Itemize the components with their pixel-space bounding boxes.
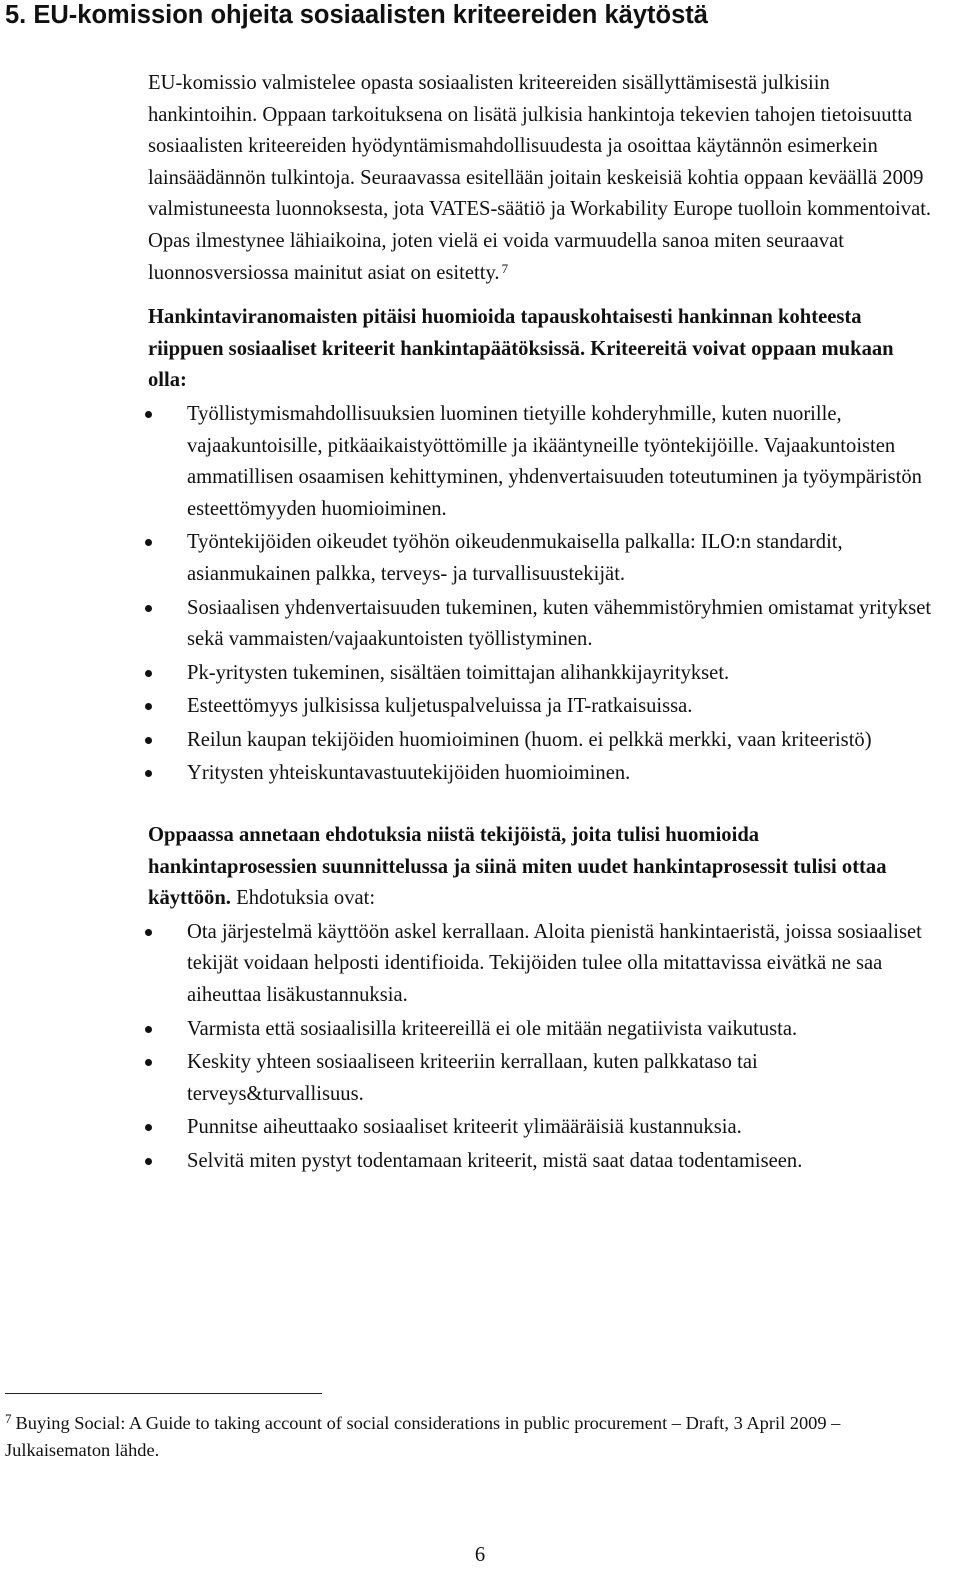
footnote-separator [5,1393,322,1394]
list-item: Pk-yritysten tukeminen, sisältäen toimittajan alihankkijayritykset. [148,658,933,690]
footnote-number: 7 [5,1411,12,1426]
intro-text: EU-komissio valmistelee opasta sosiaalisten kriteereiden sisällyttämisestä julkisiin hankintoihin. Oppaan tarkoituksena on lisätä julkisia hankintoja tekevien tahojen tietoisuutta sosiaalisten kriteereiden hyödyntämismahdollisuudesta ja osoittaa käytännön esimerkein lainsäädännön tulkintoja. Seuraavassa esitellään joitain keskeisiä kohtia oppaan keväällä 2009 valmistuneesta luonnoksesta, jota VATES-säätiö ja Workability Europe tuolloin kommentoivat. Opas ilmestynee lähiaikoina, joten vielä ei voida varmuudella sanoa miten seuraavat luonnosversiossa mainitut asiat on esitetty. [148,72,932,284]
document-body [148,68,933,1178]
list-item: Työntekijöiden oikeudet työhön oikeudenmukaisella palkalla: ILO:n standardit, asianmukainen palkka, terveys- ja turvallisuustekijät. [148,527,933,590]
page-number: 6 [474,1544,486,1566]
criteria-lead-bold: Hankintaviranomaisten pitäisi huomioida tapauskohtaisesti hankinnan kohteesta riippuen sosiaaliset kriteerit hankintapäätöksissä. Kriteereitä voivat oppaan mukaan olla: [148,306,894,392]
list-item: Keskity yhteen sosiaaliseen kriteeriin kerrallaan, kuten palkkataso tai terveys&turvallisuus. [148,1047,933,1110]
section-heading: 5. EU-komission ohjeita sosiaalisten kriteereiden käytöstä [5,1,708,29]
suggestions-lead-bold: Oppaassa annetaan ehdotuksia niistä tekijöistä, joita tulisi huomioida hankintaprosessien suunnittelussa ja siinä miten uudet hankintaprosessit tulisi ottaa käyttöön. [148,824,887,910]
criteria-lead [148,302,933,397]
footnote-text: Buying Social: A Guide to taking account of social considerations in public procurement – Draft, 3 April 2009 – Julkaisematon lähde. [5,1413,841,1460]
list-item: Selvitä miten pystyt todentamaan kriteerit, mistä saat dataa todentamiseen. [148,1146,933,1178]
list-item: Reilun kaupan tekijöiden huomioiminen (huom. ei pelkkä merkki, vaan kriteeristö) [148,725,933,757]
suggestions-list [148,917,933,1178]
list-item: Esteettömyys julkisissa kuljetuspalveluissa ja IT-ratkaisuissa. [148,691,933,723]
criteria-list [148,399,933,790]
list-item: Punnitse aiheuttaako sosiaaliset kriteerit ylimääräisiä kustannuksia. [148,1112,933,1144]
suggestions-lead [148,820,933,915]
list-item: Ota järjestelmä käyttöön askel kerrallaan. Aloita pienistä hankintaeristä, joissa sosiaaliset tekijät voidaan helposti identifioida. Tekijöiden tulee olla mitattavissa eivätkä ne saa aiheuttaa lisäkustannuksia. [148,917,933,1012]
list-item: Yritysten yhteiskuntavastuutekijöiden huomioiminen. [148,758,933,790]
list-item: Työllistymismahdollisuuksien luominen tietyille kohderyhmille, kuten nuorille, vajaakuntoisille, pitkäaikaistyöttömille ja ikääntyneille työntekijöille. Vajaakuntoisten ammatillisen osaamisen kehittyminen, yhdenvertaisuuden toteutuminen ja työympäristön esteettömyyden huomioiminen. [148,399,933,525]
list-item: Varmista että sosiaalisilla kriteereillä ei ole mitään negatiivista vaikutusta. [148,1014,933,1046]
footnote [5,1410,925,1464]
list-item: Sosiaalisen yhdenvertaisuuden tukeminen, kuten vähemmistöryhmien omistamat yritykset sekä vammaisten/vajaakuntoisten työllistyminen. [148,593,933,656]
suggestions-lead-normal: Ehdotuksia ovat: [236,887,376,910]
intro-paragraph [148,68,933,289]
footnote-reference[interactable]: 7 [501,260,509,276]
